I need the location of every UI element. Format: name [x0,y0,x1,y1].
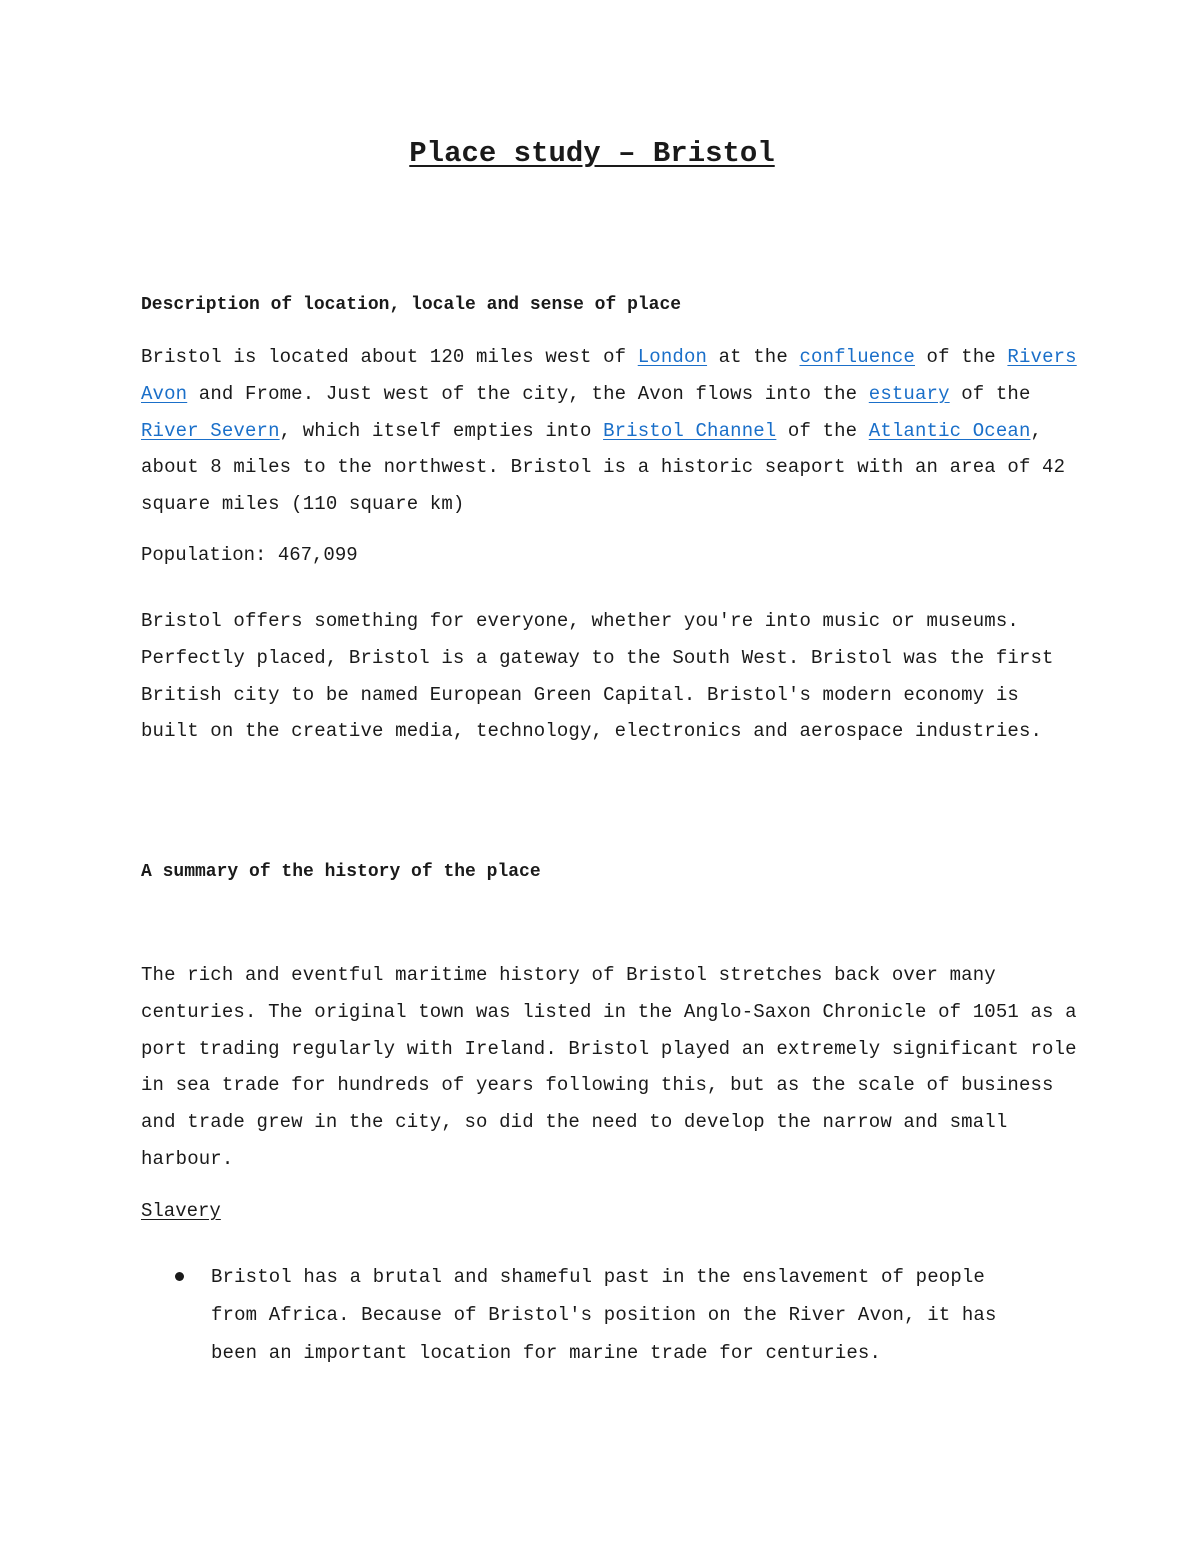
text-run: at the [707,346,800,368]
section-heading-location: Description of location, locale and sense of place [141,295,682,315]
population-line: Population: 467,099 [141,544,358,566]
link-river-severn[interactable]: River Severn [141,419,280,442]
text-run: , about 8 miles to the northwest. Bristol is a historic seaport with an area of 42 square miles (110 square km) [141,419,1066,516]
text-run: Bristol is located about 120 miles west of [141,346,638,368]
bullet-icon [175,1272,184,1281]
link-london[interactable]: London [637,346,708,368]
link-bristol-channel[interactable]: Bristol Channel [603,419,777,442]
paragraph-history: The rich and eventful maritime history of Bristol stretches back over many centuries. The original town was listed in the Anglo-Saxon Chronicle of 1051 as a port trading regularly with Ireland. Bristol played an extremely significant role in sea trade for hundreds of years following this, but as the scale of business and trade grew in the city, so did the need to develop the narrow and small harbour. [141,964,1077,1170]
text-run: of the [949,382,1031,405]
text-run: of the [915,346,1008,368]
text-run: of the [776,419,869,442]
paragraph-location [141,339,1081,523]
section-heading-history: A summary of the history of the place [141,862,541,882]
subheading-slavery: Slavery [141,1200,221,1222]
document-title: Place study – Bristol [409,137,775,170]
link-estuary[interactable]: estuary [868,382,950,405]
list-item [211,1258,1041,1372]
link-atlantic-ocean[interactable]: Atlantic Ocean [868,419,1031,442]
text-run: , which itself empties into [279,419,604,442]
paragraph-overview: Bristol offers something for everyone, whether you're into music or museums. Perfectly placed, Bristol is a gateway to the South West. Bristol was the first British city to be named European Green Capital. Bristol's modern economy is built on the creative media, technology, electronics and aerospace industries. [141,610,1054,743]
link-rivers-avon[interactable]: Rivers Avon [141,346,1077,405]
list-item-text: Bristol has a brutal and shameful past in the enslavement of people from Africa. Because of Bristol's position on the River Avon, it has been an important location for marine trade for centuries. [211,1266,997,1364]
link-confluence[interactable]: confluence [799,346,915,368]
bullet-list [211,1258,1041,1372]
text-run: and Frome. Just west of the city, the Avon flows into the [187,382,869,405]
